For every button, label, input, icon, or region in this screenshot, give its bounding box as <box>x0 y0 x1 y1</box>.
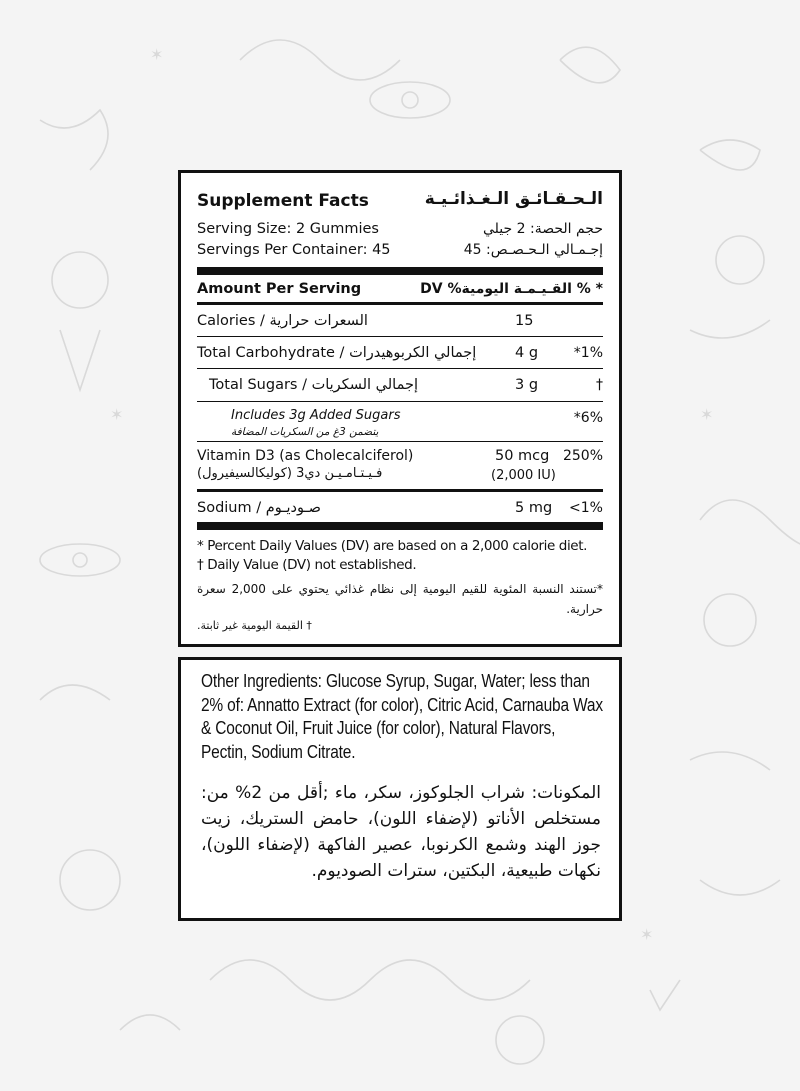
vitamin-d3-label-en: Vitamin D3 (as Cholecalciferol) <box>197 448 414 464</box>
sodium-row <box>197 492 603 530</box>
added-sugars-dv: *6% <box>573 410 603 426</box>
vitamin-d3-iu: (2,000 IU) <box>491 468 556 483</box>
sugars-label: Total Sugars / إجمالي السكريات <box>209 377 418 393</box>
sodium-label: Sodium / صـوديـوم <box>197 500 321 516</box>
carbohydrate-amount: 4 g <box>515 345 539 361</box>
sugars-dv: † <box>596 377 603 393</box>
footnote-dagger-ar: † القيمة اليومية غير ثابتة. <box>197 619 312 632</box>
sugars-row <box>197 369 603 402</box>
daily-value-header: DV %القـيـمـة اليومية % * <box>420 281 603 297</box>
facts-title-en: Supplement Facts <box>197 191 369 211</box>
serving-size-en: Serving Size: 2 Gummies <box>197 221 379 237</box>
svg-text:✶: ✶ <box>700 405 714 424</box>
calories-amount: 15 <box>515 313 534 329</box>
footnotes <box>197 530 603 637</box>
carbohydrate-label: Total Carbohydrate / إجمالي الكربوهيدرات <box>197 345 477 361</box>
added-sugars-label-ar: يتضمن 3غ من السكريات المضافة <box>231 426 379 438</box>
facts-header <box>197 173 603 263</box>
sodium-dv: <1% <box>569 500 603 516</box>
facts-title-ar: الـحـقـائـق الـغـذائـيـة <box>424 189 603 209</box>
added-sugars-label-en: Includes 3g Added Sugars <box>231 408 401 423</box>
supplement-facts-panel <box>178 170 622 647</box>
serving-size-ar: حجم الحصة: 2 جيلي <box>482 221 603 237</box>
thick-divider <box>197 267 603 275</box>
svg-text:✶: ✶ <box>640 925 654 944</box>
servings-per-container-ar: إجـمـالي الـحـصـص: 45 <box>463 242 603 258</box>
carbohydrate-dv: *1% <box>573 345 603 361</box>
amount-header-row <box>197 275 603 305</box>
sodium-amount: 5 mg <box>515 500 553 516</box>
ingredients-panel <box>178 657 622 921</box>
sugars-amount: 3 g <box>515 377 539 393</box>
svg-text:✶: ✶ <box>150 45 164 64</box>
carbohydrate-row <box>197 337 603 369</box>
footnote-dv-ar: *تستند النسبة المئوية للقيم اليومية إلى نظام غذائي يحتوي على 2,000 سعرة حرارية. <box>197 582 603 616</box>
calories-label: Calories / السعرات حرارية <box>197 313 368 329</box>
footnote-dv-en: * Percent Daily Values (DV) are based on a 2,000 calorie diet. <box>197 538 587 554</box>
vitamin-d3-label-ar: فـيـتـامـيـن دي3 (كوليكالسيفيرول) <box>197 466 383 481</box>
amount-per-serving-label: Amount Per Serving <box>197 281 362 297</box>
vitamin-d3-amount: 50 mcg <box>495 448 550 464</box>
vitamin-d3-dv: 250% <box>562 448 603 464</box>
ingredients-en: Other Ingredients: Glucose Syrup, Sugar, Water; less than 2% of: Annatto Extract (for color), Citric Acid, Carnauba Wax & Coconut Oil, Fruit Juice (for color), Natural Flavors, Pectin, Sodium Citrate. <box>201 671 603 762</box>
footnote-dagger-en: † Daily Value (DV) not established. <box>197 557 417 573</box>
ingredients-ar: المكونات: شراب الجلوكوز، سكر، ماء ;أقل من 2% من: مستخلص الأناتو (لإضفاء اللون)، حامض الستريك، زيت جوز الهند وشمع الكرنوبا، عصير الفاكهة (لإضفاء اللون)، نكهات طبيعية، البكتين، سترات الصوديوم. <box>201 783 601 881</box>
vitamin-d3-row <box>197 442 603 492</box>
footnote-dagger-ar-row <box>197 619 603 637</box>
svg-text:✶: ✶ <box>110 405 124 424</box>
added-sugars-row <box>197 402 603 442</box>
calories-row <box>197 305 603 337</box>
servings-per-container-en: Servings Per Container: 45 <box>197 242 391 258</box>
